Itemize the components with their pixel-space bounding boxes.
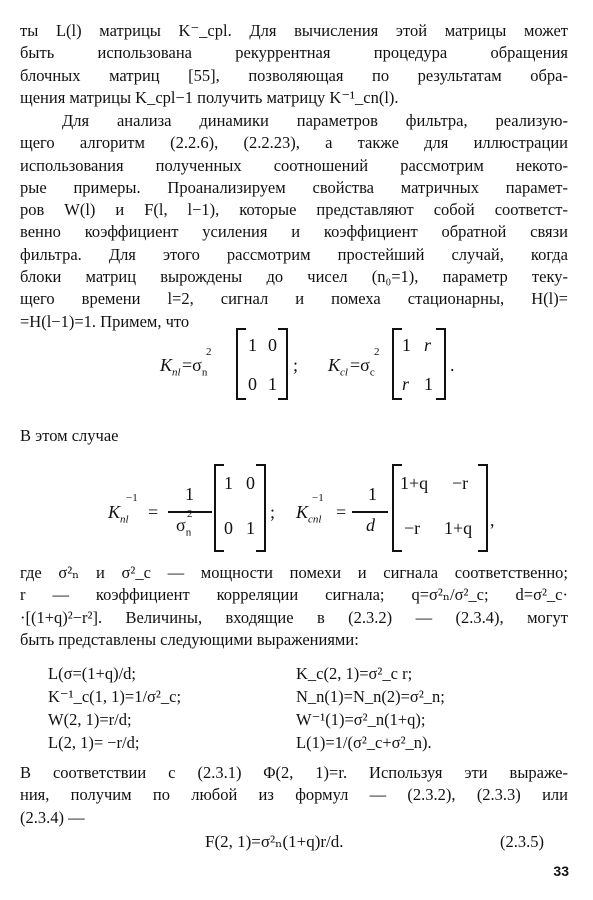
matrix-cell: 0 <box>248 374 257 394</box>
eq1-k2-sub: cl <box>340 366 348 379</box>
eq1-k-sub: nl <box>172 366 181 379</box>
equation-2-3-5: F(2, 1)=σ²ₙ(1+q)r/d. <box>205 832 344 851</box>
matrix-bracket-right <box>278 328 288 400</box>
text-line: В этом случае <box>20 426 119 445</box>
matrix-cell: 0 <box>246 473 255 493</box>
eq2-k-sub: nl <box>120 513 129 526</box>
eq2-den-sigma: σ <box>176 515 186 535</box>
page-number: 33 <box>553 863 569 879</box>
eq2-k2-sup: −1 <box>312 492 324 504</box>
eq1-lhs <box>160 355 181 379</box>
text-line: венно коэффициент усиления и коэффициент обратной связи <box>20 222 568 242</box>
formula: N_n(1)=N_n(2)=σ²_n; <box>296 687 445 706</box>
case-text <box>20 425 568 447</box>
text-line: быть представлены следующими выражениями: <box>20 629 359 649</box>
eq2-equals: = <box>148 502 159 522</box>
text-line: быть использована рекуррентная процедура обращения <box>20 43 568 63</box>
eq1-k2: K <box>328 355 341 375</box>
matrix-cell: 1 <box>402 335 411 355</box>
text-line: ты L(l) матрицы K⁻_cpl. Для вычисления этой матрицы может <box>20 21 568 40</box>
paragraph-3 <box>20 562 568 651</box>
eq2-semicolon: ; <box>270 502 276 522</box>
eq1-sigma2-sup: 2 <box>374 346 380 358</box>
matrix-bracket-left <box>214 464 224 552</box>
eq2-lhs2 <box>296 502 321 526</box>
matrix-bracket-right <box>256 464 266 552</box>
text-line: где σ²ₙ и σ²_c — мощности помехи и сигнала соответственно; <box>20 563 568 582</box>
matrix-cell: 1 <box>248 335 257 355</box>
matrix-cell: −r <box>404 518 421 538</box>
eq1-lhs2 <box>328 355 348 379</box>
formula: W(2, 1)=r/d; <box>48 710 132 729</box>
formulas-right-column <box>296 662 445 754</box>
text-line: рые примеры. Проанализируем свойства матричных парамет- <box>20 177 568 197</box>
eq2-k2-sub: cnl <box>308 513 322 526</box>
eq1-eq-sigma2: =σ <box>350 355 370 375</box>
eq2-equals2: = <box>336 502 347 522</box>
eq2-numerator: 1 <box>185 484 194 504</box>
equation-number: (2.3.5) <box>500 832 544 851</box>
formulas-left-column <box>48 662 181 754</box>
eq2-numerator2: 1 <box>368 484 377 504</box>
eq2-denominator2: d <box>366 515 375 535</box>
eq2-lhs <box>108 502 129 526</box>
matrix-bracket-right <box>436 328 446 400</box>
eq1-sigma <box>182 355 207 379</box>
text-line: ров W(l) и F(l, l−1), которые представляют собой соответст- <box>20 200 568 220</box>
text-line: фильтра. Для этого рассмотрим простейший случай, когда <box>20 244 568 264</box>
matrix-cell: 0 <box>268 335 277 355</box>
text-line: r — коэффициент корреляции сигнала; q=σ²ₙ/σ²_c; d=σ²_c· <box>20 585 568 605</box>
eq2-den-sup: 2 <box>187 508 193 520</box>
formula: W⁻¹(1)=σ²_n(1+q); <box>296 710 426 729</box>
matrix-cell: 1 <box>424 374 433 394</box>
eq1-semicolon: ; <box>293 355 299 375</box>
text-line: использования полученных соотношений рассмотрим некото- <box>20 155 568 175</box>
paragraph-4 <box>20 762 568 829</box>
eq1-sigma-sub: n <box>201 366 208 379</box>
text-line: щего алгоритм (2.2.6), (2.2.23), а также для иллюстрации <box>20 133 568 153</box>
matrix-bracket-right <box>478 464 488 552</box>
text-line: щего времени l=2, сигнал и помеха стационарны, H(l)= <box>20 289 568 309</box>
matrix-cell: 0 <box>224 518 233 538</box>
text-line: блочных матриц [55], позволяющая по результатам обра- <box>20 65 568 85</box>
fraction-bar <box>352 511 388 513</box>
eq2-k: K <box>108 502 121 522</box>
eq1-sigma-sup: 2 <box>206 346 212 358</box>
formula: K_c(2, 1)=σ²_c r; <box>296 664 413 683</box>
eq2-comma: , <box>490 510 495 530</box>
matrix-cell: r <box>424 335 432 355</box>
eq1-period: . <box>450 355 455 375</box>
matrix-bracket-left <box>236 328 246 400</box>
text-line: блоки матриц вырождены до чисел (n₀=1), параметр теку- <box>20 267 568 287</box>
text-line: ния, получим по любой из формул — (2.3.2), (2.3.3) или <box>20 785 568 805</box>
eq1-sigma2 <box>350 355 375 379</box>
matrix-cell: −r <box>452 473 469 493</box>
text-line: Для анализа динамики параметров фильтра, реализую- <box>62 111 568 130</box>
paragraph-2 <box>20 110 568 333</box>
eq1-eq-sigma: =σ <box>182 355 202 375</box>
text-line: =H(l−1)=1. Примем, что <box>20 311 190 331</box>
text-line: щения матрицы K_cpl−1 получить матрицу K⁻¹_cn(l). <box>20 87 399 107</box>
text-line: (2.3.4) — <box>20 807 85 827</box>
formula: K⁻¹_c(1, 1)=1/σ²_c; <box>48 687 182 706</box>
matrix-cell: r <box>402 374 410 394</box>
formula: L(2, 1)= −r/d; <box>48 733 140 752</box>
text-line: ·[(1+q)²−r²]. Величины, входящие в (2.3.2) — (2.3.4), могут <box>20 607 568 627</box>
matrix-bracket-left <box>392 328 402 400</box>
matrix-cell: 1 <box>224 473 233 493</box>
eq1-sigma2-sub: c <box>369 366 375 379</box>
eq2-den-sub: n <box>185 526 192 539</box>
matrix-cell: 1 <box>268 374 277 394</box>
formula: L(σ=(1+q)/d; <box>48 664 136 683</box>
text-line: В соответствии с (2.3.1) Φ(2, 1)=r. Используя эти выраже- <box>20 763 568 782</box>
matrix-cell: 1+q <box>400 473 429 493</box>
eq2-k-sup: −1 <box>126 492 138 504</box>
matrix-cell: 1+q <box>444 518 473 538</box>
eq2-k2: K <box>296 502 309 522</box>
paragraph-1 <box>20 20 568 109</box>
matrix-cell: 1 <box>246 518 255 538</box>
eq1-k: K <box>160 355 173 375</box>
formula: L(1)=1/(σ²_c+σ²_n). <box>296 733 432 752</box>
